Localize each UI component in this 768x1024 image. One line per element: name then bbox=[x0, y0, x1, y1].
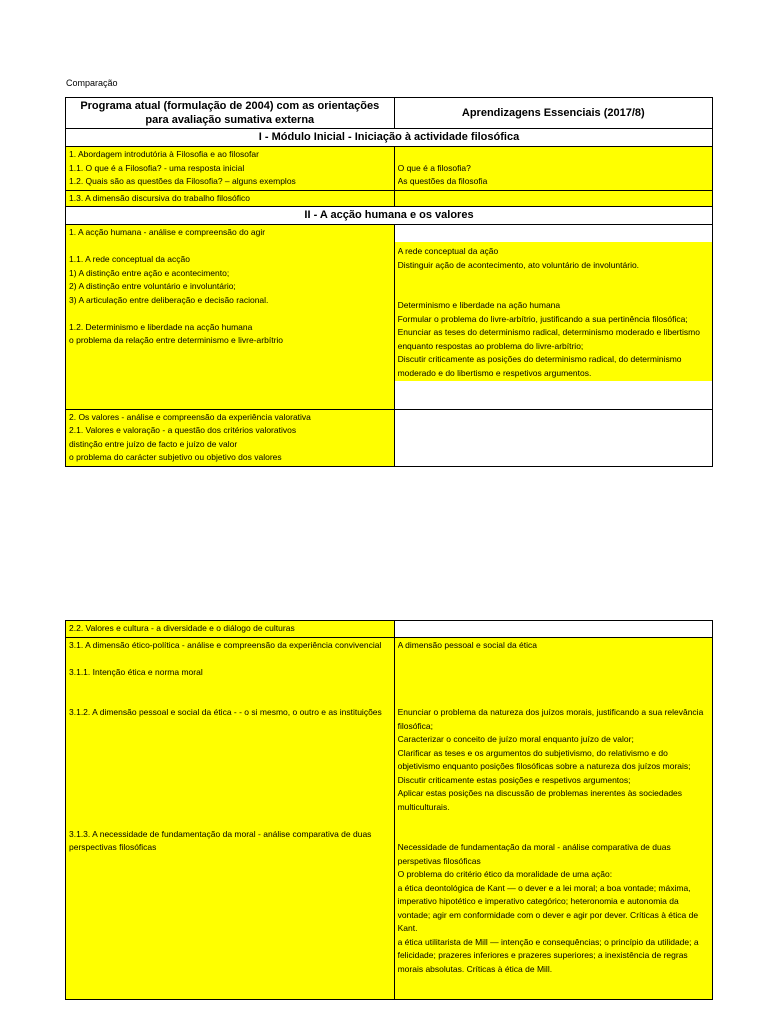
t2-right-para: Aplicar estas posições na discussão de problemas inerentes às sociedades multiculturais. bbox=[397, 788, 683, 812]
section1-left-cell bbox=[66, 147, 395, 191]
section3-right-cell bbox=[394, 409, 712, 466]
t2-right-para: a ética deontológica de Kant — o dever e a lei moral; a boa vontade; máxima, imperativo hipotético e imperativo categórico; heteronomia e autonomia da vontade; agir em conformidade com o dever e agir por dever. Críticas à ética de Kant. bbox=[397, 882, 699, 933]
s2-right-line: A rede conceptual da ação bbox=[397, 246, 499, 256]
t2-left-item: 3.1.1. Intenção ética e norma moral bbox=[69, 666, 203, 677]
t2-left-item: 3.1.3. A necessidade de fundamentação da moral - análise comparativa de duas perspectivas filosóficas bbox=[69, 828, 372, 852]
s3-left-line: o problema do carácter subjetivo ou objetivo dos valores bbox=[69, 452, 282, 462]
section1-right-cell bbox=[394, 147, 712, 191]
t2-right-title: A dimensão pessoal e social da ética bbox=[397, 639, 537, 650]
s2-left-line: 1.1. A rede conceptual da acção bbox=[69, 254, 190, 264]
s1-last-line: 1.3. A dimensão discursiva do trabalho filosófico bbox=[69, 192, 250, 203]
s1-right-line: As questões da filosofia bbox=[397, 176, 488, 186]
s1-left-line: 1. Abordagem introdutória à Filosofia e ao filosofar bbox=[69, 149, 259, 159]
section2-right-cell bbox=[394, 225, 712, 410]
document-caption: Comparação bbox=[66, 78, 118, 88]
t2-right-para: Discutir criticamente estas posições e respetivos argumentos; bbox=[397, 774, 631, 785]
s1-left-line: 1.1. O que é a Filosofia? - uma resposta inicial bbox=[69, 162, 245, 173]
t2-row1-line: 2.2. Valores e cultura - a diversidade e o diálogo de culturas bbox=[69, 623, 295, 633]
s2-right-para: Formular o problema do livre-arbítrio, justificando a sua pertinência filosófica; bbox=[397, 313, 688, 324]
s2-right-para: Enunciar as teses do determinismo radical, determinismo moderado e libertismo enquanto respostas ao problema do livre-arbítrio; bbox=[397, 327, 700, 351]
t2-right-para: Necessidade de fundamentação da moral - análise comparativa de duas perspetivas filosóficas bbox=[397, 842, 671, 866]
header-left: Programa atual (formulação de 2004) com as orientações para avaliação sumativa externa bbox=[66, 98, 395, 129]
section1-last-right bbox=[394, 190, 712, 207]
s1-right-line: O que é a filosofia? bbox=[397, 162, 471, 173]
comparison-table-1 bbox=[65, 97, 713, 467]
section-heading-2: II - A acção humana e os valores bbox=[66, 207, 713, 225]
t2-row1-right bbox=[394, 621, 712, 638]
s1-left-line: 1.2. Quais são as questões da Filosofia? – alguns exemplos bbox=[69, 176, 296, 186]
t2-right-para: Clarificar as teses e os argumentos do subjetivismo, do relativismo e do objetivismo enquanto posições filosóficas sobre a natureza dos juízos morais; bbox=[397, 747, 691, 771]
t2-left-item: 3.1. A dimensão ético-política - análise e compreensão da experiência convivencial bbox=[69, 639, 382, 650]
t2-left-item: 3.1.2. A dimensão pessoal e social da ética - - o si mesmo, o outro e as instituições bbox=[69, 707, 382, 717]
s3-left-line: distinção entre juízo de facto e juízo de valor bbox=[69, 438, 238, 449]
t2-row1-left bbox=[66, 621, 395, 638]
section-heading-1: I - Módulo Inicial - Iniciação à actividade filosófica bbox=[66, 129, 713, 147]
s3-left-line: 2. Os valores - análise e compreensão da experiência valorativa bbox=[69, 411, 311, 422]
header-right: Aprendizagens Essenciais (2017/8) bbox=[394, 98, 712, 129]
s2-right-line: Determinismo e liberdade na ação humana bbox=[397, 300, 561, 310]
s2-left-line: 1) A distinção entre ação e acontecimento; bbox=[69, 267, 230, 278]
t2-right-para: Caracterizar o conceito de juízo moral enquanto juízo de valor; bbox=[397, 734, 634, 744]
s2-right-line: Distinguir ação de acontecimento, ato voluntário de involuntário. bbox=[397, 259, 640, 270]
s2-intro-line: 1. A acção humana - análise e compreensão do agir bbox=[69, 227, 266, 237]
section1-last-left bbox=[66, 190, 395, 207]
section2-left-cell bbox=[66, 225, 395, 410]
t2-left-cell bbox=[66, 637, 395, 999]
s2-left-line: o problema da relação entre determinismo e livre-arbítrio bbox=[69, 335, 284, 345]
s2-left-line: 1.2. Determinismo e liberdade na acção humana bbox=[69, 321, 253, 332]
t2-right-cell bbox=[394, 637, 712, 999]
s2-left-line: 2) A distinção entre voluntário e involuntário; bbox=[69, 281, 236, 291]
s3-left-line: 2.1. Valores e valoração - a questão dos critérios valorativos bbox=[69, 425, 297, 435]
t2-right-para: Enunciar o problema da natureza dos juízos morais, justificando a sua relevância filosófica; bbox=[397, 707, 704, 731]
t2-right-para: O problema do critério ético da moralidade de uma ação: bbox=[397, 869, 613, 879]
section3-left-cell bbox=[66, 409, 395, 466]
comparison-table-2 bbox=[65, 620, 713, 1000]
s2-left-line: 3) A articulação entre deliberação e decisão racional. bbox=[69, 294, 269, 305]
s2-right-para: Discutir criticamente as posições do determinismo radical, do determinismo moderado e do libertismo e respetivos argumentos. bbox=[397, 354, 682, 378]
t2-right-para: a ética utilitarista de Mill — intenção e consequências; o princípio da utilidade; a felicidade; prazeres inferiores e prazeres superiores; a inexistência de regras morais absolutas. Críticas à ética de Mill. bbox=[397, 936, 699, 974]
